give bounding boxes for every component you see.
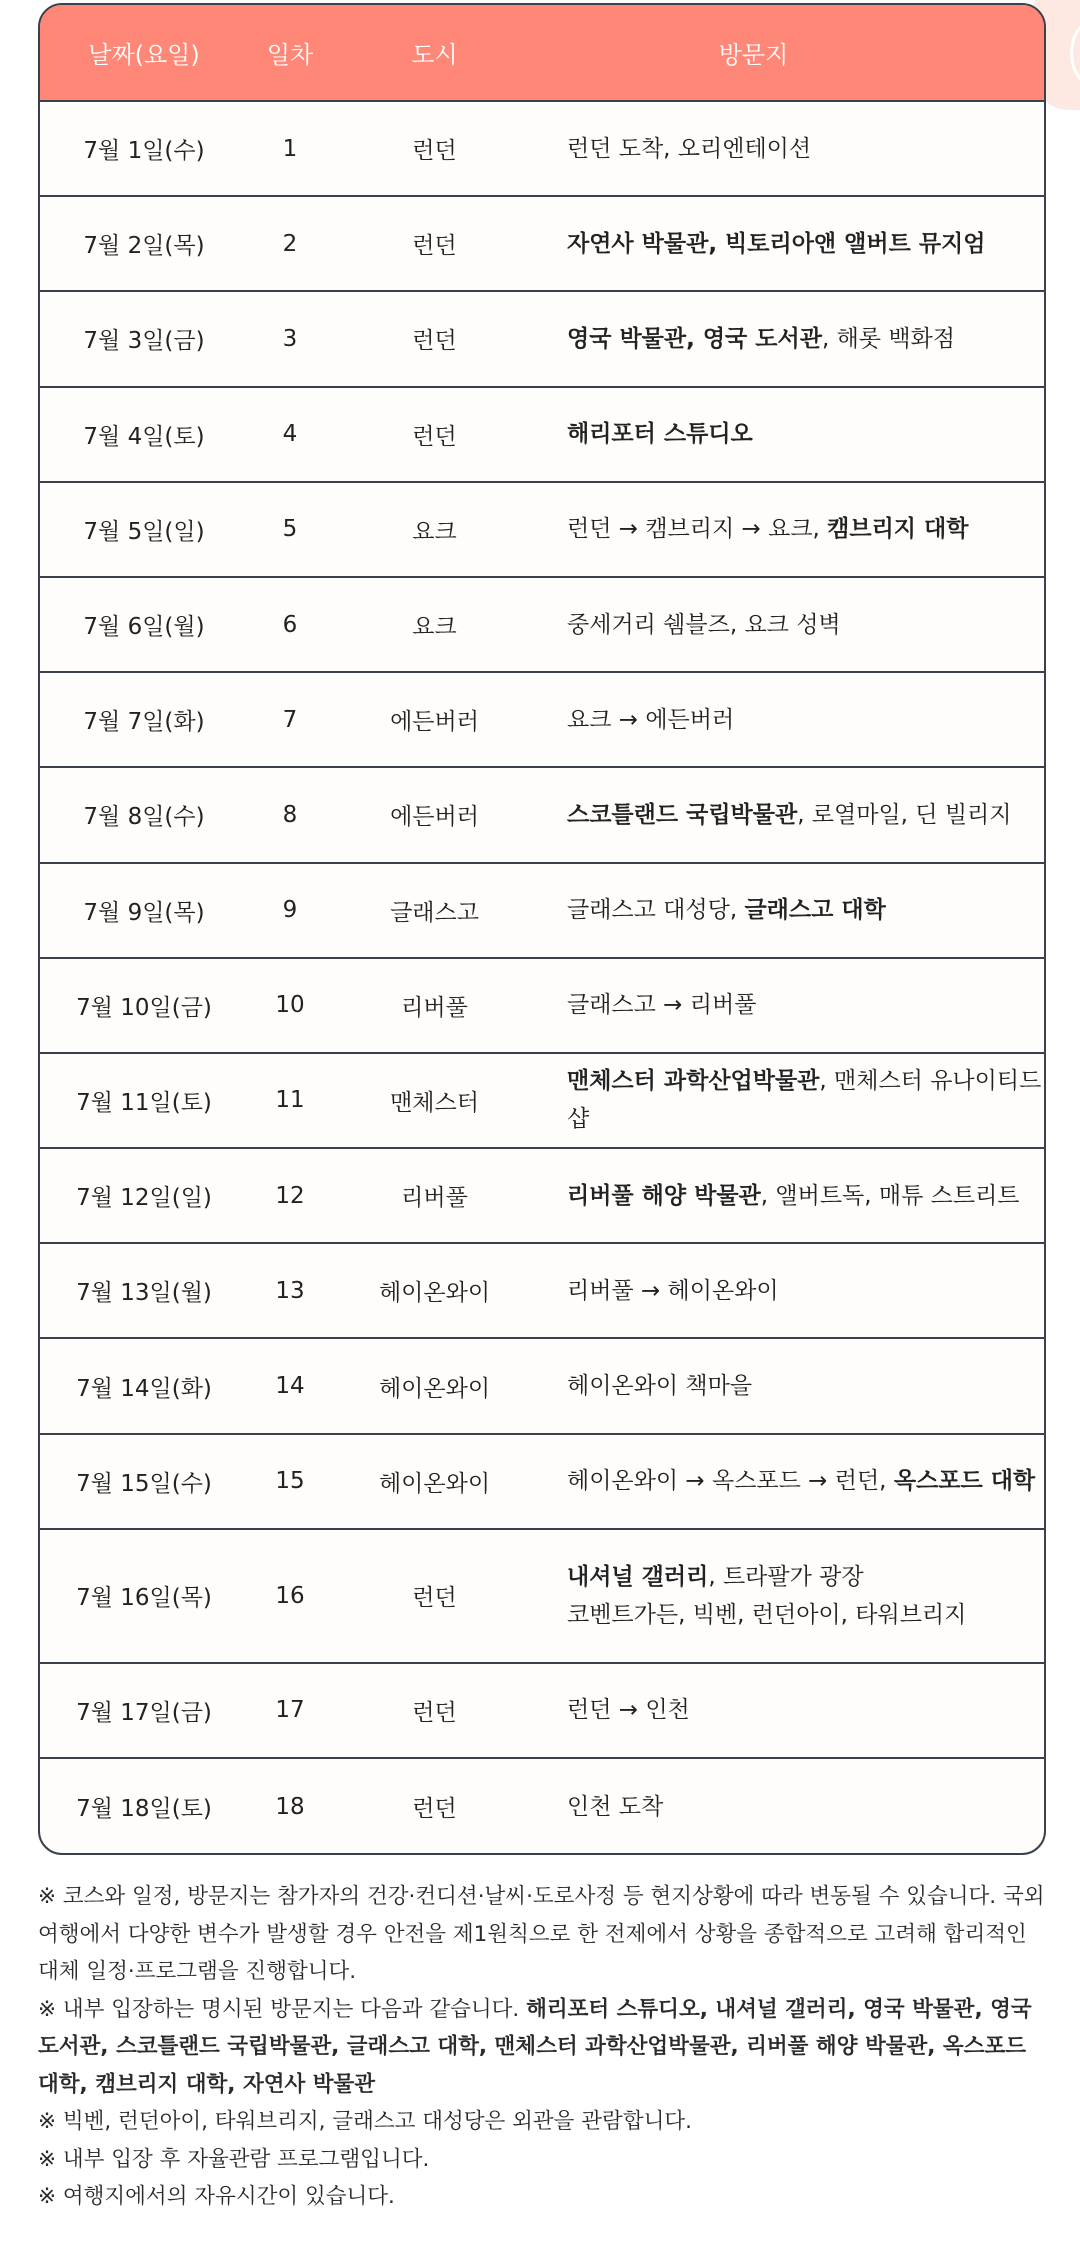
city-cell: 리버풀 <box>401 994 468 1021</box>
bold-text: 내셔널 갤러리 <box>567 1563 709 1590</box>
date-cell: 7월 14일(화) <box>76 1375 212 1402</box>
text-segment: 헤이온와이 → 옥스포드 → 런던, <box>567 1468 894 1495</box>
table-row <box>40 388 1044 483</box>
text-segment: ※ 코스와 일정, 방문지는 참가자의 건강·컨디션·날씨·도로사정 등 현지상황에 따라 변동될 수 있습니다. 국외여행에서 다양한 변수가 발생할 경우 안전을 제1원칙으로 한 전제에서 상황을 종합적으로 고려해 합리적인 대체 일정·프로그램을 진행합니다. <box>38 1884 1045 1984</box>
bold-text: 영국 박물관, 영국 도서관 <box>567 325 822 352</box>
bold-text: 해리포터 스튜디오 <box>567 421 753 448</box>
city-cell: 에든버러 <box>390 804 479 831</box>
place-cell <box>533 225 1044 263</box>
date-cell: 7월 13일(월) <box>76 1280 212 1307</box>
bold-text: 스코틀랜드 국립박물관 <box>567 801 798 828</box>
text-segment: 리버풀 → 헤이온와이 <box>567 1277 779 1304</box>
place-cell <box>533 415 1044 453</box>
bold-text: 캠브리지 대학 <box>827 516 969 543</box>
date-cell: 7월 17일(금) <box>76 1699 212 1726</box>
date-cell: 7월 18일(토) <box>76 1796 212 1823</box>
table-row <box>40 1759 1044 1854</box>
table-row <box>40 959 1044 1054</box>
date-cell: 7월 10일(금) <box>76 994 212 1021</box>
bold-text: 글래스고 대학 <box>744 897 886 924</box>
city-cell: 헤이온와이 <box>378 1470 491 1497</box>
header-date: 날짜(요일) <box>88 41 200 69</box>
date-cell: 7월 1일(수) <box>83 138 205 165</box>
city-cell: 헤이온와이 <box>378 1280 491 1307</box>
city-cell: 글래스고 <box>390 899 479 926</box>
text-segment: , 맨체스터 유나이티드샵 <box>567 1068 1042 1133</box>
text-segment: ※ 여행지에서의 자유시간이 있습니다. <box>38 2184 395 2209</box>
place-cell <box>533 1558 1044 1634</box>
place-cell <box>533 1062 1044 1138</box>
table-row <box>40 673 1044 768</box>
place-cell <box>533 1367 1044 1405</box>
header-place: 방문지 <box>718 41 789 69</box>
day-cell: 13 <box>275 1277 305 1304</box>
text-segment: , 앨버트독, 매튜 스트리트 <box>760 1182 1020 1209</box>
day-cell: 8 <box>282 801 298 828</box>
text-segment: 런던 도착, 오리엔테이션 <box>567 135 812 162</box>
city-cell: 요크 <box>412 614 457 641</box>
note-item <box>38 2103 1046 2141</box>
city-cell: 런던 <box>412 233 457 260</box>
date-cell: 7월 9일(목) <box>83 899 205 926</box>
date-cell: 7월 12일(일) <box>76 1185 212 1212</box>
table-row <box>40 197 1044 292</box>
text-segment: 런던 → 캠브리지 → 요크, <box>567 516 828 543</box>
text-segment: 인천 도착 <box>567 1793 664 1820</box>
day-cell: 10 <box>275 992 305 1019</box>
day-cell: 1 <box>282 135 298 162</box>
place-cell <box>533 701 1044 739</box>
table-row <box>40 292 1044 387</box>
text-segment: ※ 빅벤, 런던아이, 타워브리지, 글래스고 대성당은 외관을 관람합니다. <box>38 2109 692 2134</box>
day-cell: 17 <box>275 1697 305 1724</box>
place-cell <box>533 1272 1044 1310</box>
text-segment: 런던 → 인천 <box>567 1697 690 1724</box>
place-cell <box>533 891 1044 929</box>
text-segment: , 트라팔가 광장 <box>708 1563 864 1590</box>
day-cell: 7 <box>282 706 298 733</box>
place-cell <box>533 606 1044 644</box>
table-row <box>40 864 1044 959</box>
date-cell: 7월 6일(월) <box>83 614 205 641</box>
day-cell: 14 <box>275 1373 305 1400</box>
table-row <box>40 1530 1044 1664</box>
place-cell <box>533 1788 1044 1826</box>
text-segment: ※ 내부 입장하는 명시된 방문지는 다음과 같습니다. <box>38 1996 527 2022</box>
day-cell: 2 <box>282 230 298 257</box>
text-segment: , 해롯 백화점 <box>821 325 955 352</box>
notes-section <box>38 1878 1046 2216</box>
text-segment: 중세거리 쉠블즈, 요크 성벽 <box>567 611 841 638</box>
note-item <box>38 2141 1046 2179</box>
date-cell: 7월 15일(수) <box>76 1470 212 1497</box>
city-cell: 런던 <box>412 1796 457 1823</box>
text-segment: , 로열마일, 딘 빌리지 <box>797 801 1012 828</box>
bold-text: 해리포터 스튜디오, 내셔널 갤러리, 영국 박물관, 영국 도서관, 스코틀랜드 국립박물관, 글래스고 대학, 맨체스터 과학산업박물관, 리버풀 해양 박물관, 옥스포드 대학, 캠브리지 대학, 자연사 박물관 <box>38 1996 1032 2097</box>
city-cell: 요크 <box>412 518 457 545</box>
table-row <box>40 1435 1044 1530</box>
bold-text: 옥스포드 대학 <box>893 1468 1036 1495</box>
date-cell: 7월 8일(수) <box>83 804 205 831</box>
table-header <box>40 5 1044 102</box>
place-cell <box>533 986 1044 1024</box>
text-segment: 요크 → 에든버러 <box>567 706 735 733</box>
bold-text: 리버풀 해양 박물관 <box>567 1182 761 1209</box>
city-cell: 리버풀 <box>401 1185 468 1212</box>
place-cell <box>533 1177 1044 1215</box>
date-cell: 7월 5일(일) <box>83 518 205 545</box>
city-cell: 런던 <box>412 423 457 450</box>
header-city: 도시 <box>411 41 458 69</box>
text-segment: 글래스고 → 리버풀 <box>567 992 757 1019</box>
bold-text: 맨체스터 과학산업박물관 <box>567 1068 820 1095</box>
text-segment: 글래스고 대성당, <box>567 897 745 924</box>
place-cell <box>533 1691 1044 1729</box>
city-cell: 맨체스터 <box>390 1089 479 1116</box>
day-cell: 12 <box>275 1182 305 1209</box>
place-cell <box>533 796 1044 834</box>
day-cell: 11 <box>275 1087 305 1114</box>
table-row <box>40 483 1044 578</box>
itinerary-table <box>38 3 1046 1855</box>
date-cell: 7월 11일(토) <box>76 1089 212 1116</box>
text-segment: 헤이온와이 책마을 <box>567 1373 753 1400</box>
bold-text: 자연사 박물관, 빅토리아앤 앨버트 뮤지엄 <box>567 230 986 257</box>
date-cell: 7월 7일(화) <box>83 709 205 736</box>
table-row <box>40 1054 1044 1149</box>
day-cell: 5 <box>282 516 298 543</box>
day-cell: 3 <box>282 325 298 352</box>
city-cell: 런던 <box>412 1585 457 1612</box>
day-cell: 15 <box>275 1468 305 1495</box>
table-row <box>40 1149 1044 1244</box>
text-segment: ※ 내부 입장 후 자율관람 프로그램입니다. <box>38 2146 430 2172</box>
city-cell: 런던 <box>412 138 457 165</box>
day-cell: 18 <box>275 1793 305 1820</box>
place-cell <box>533 510 1044 548</box>
table-body <box>40 102 1044 1854</box>
date-cell: 7월 3일(금) <box>83 328 205 355</box>
city-cell: 에든버러 <box>390 709 479 736</box>
place-cell <box>533 1462 1044 1500</box>
city-cell: 런던 <box>412 328 457 355</box>
day-cell: 6 <box>282 611 298 638</box>
note-item <box>38 1878 1046 1991</box>
city-cell: 헤이온와이 <box>378 1375 491 1402</box>
day-cell: 4 <box>282 421 298 448</box>
note-item <box>38 1991 1046 2104</box>
date-cell: 7월 16일(목) <box>76 1585 212 1612</box>
table-row <box>40 102 1044 197</box>
table-row <box>40 1664 1044 1759</box>
city-cell: 런던 <box>412 1699 457 1726</box>
table-row <box>40 1244 1044 1339</box>
place-cell <box>533 130 1044 168</box>
place-cell <box>533 320 1044 358</box>
table-row <box>40 768 1044 863</box>
date-cell: 7월 4일(토) <box>83 423 205 450</box>
day-cell: 9 <box>282 897 298 924</box>
header-day: 일차 <box>266 41 314 69</box>
text-segment: 코벤트가든, 빅벤, 런던아이, 타워브리지 <box>567 1601 967 1628</box>
note-item <box>38 2178 1046 2216</box>
date-cell: 7월 2일(목) <box>83 233 205 260</box>
day-cell: 16 <box>275 1582 305 1609</box>
table-row <box>40 578 1044 673</box>
table-row <box>40 1339 1044 1434</box>
